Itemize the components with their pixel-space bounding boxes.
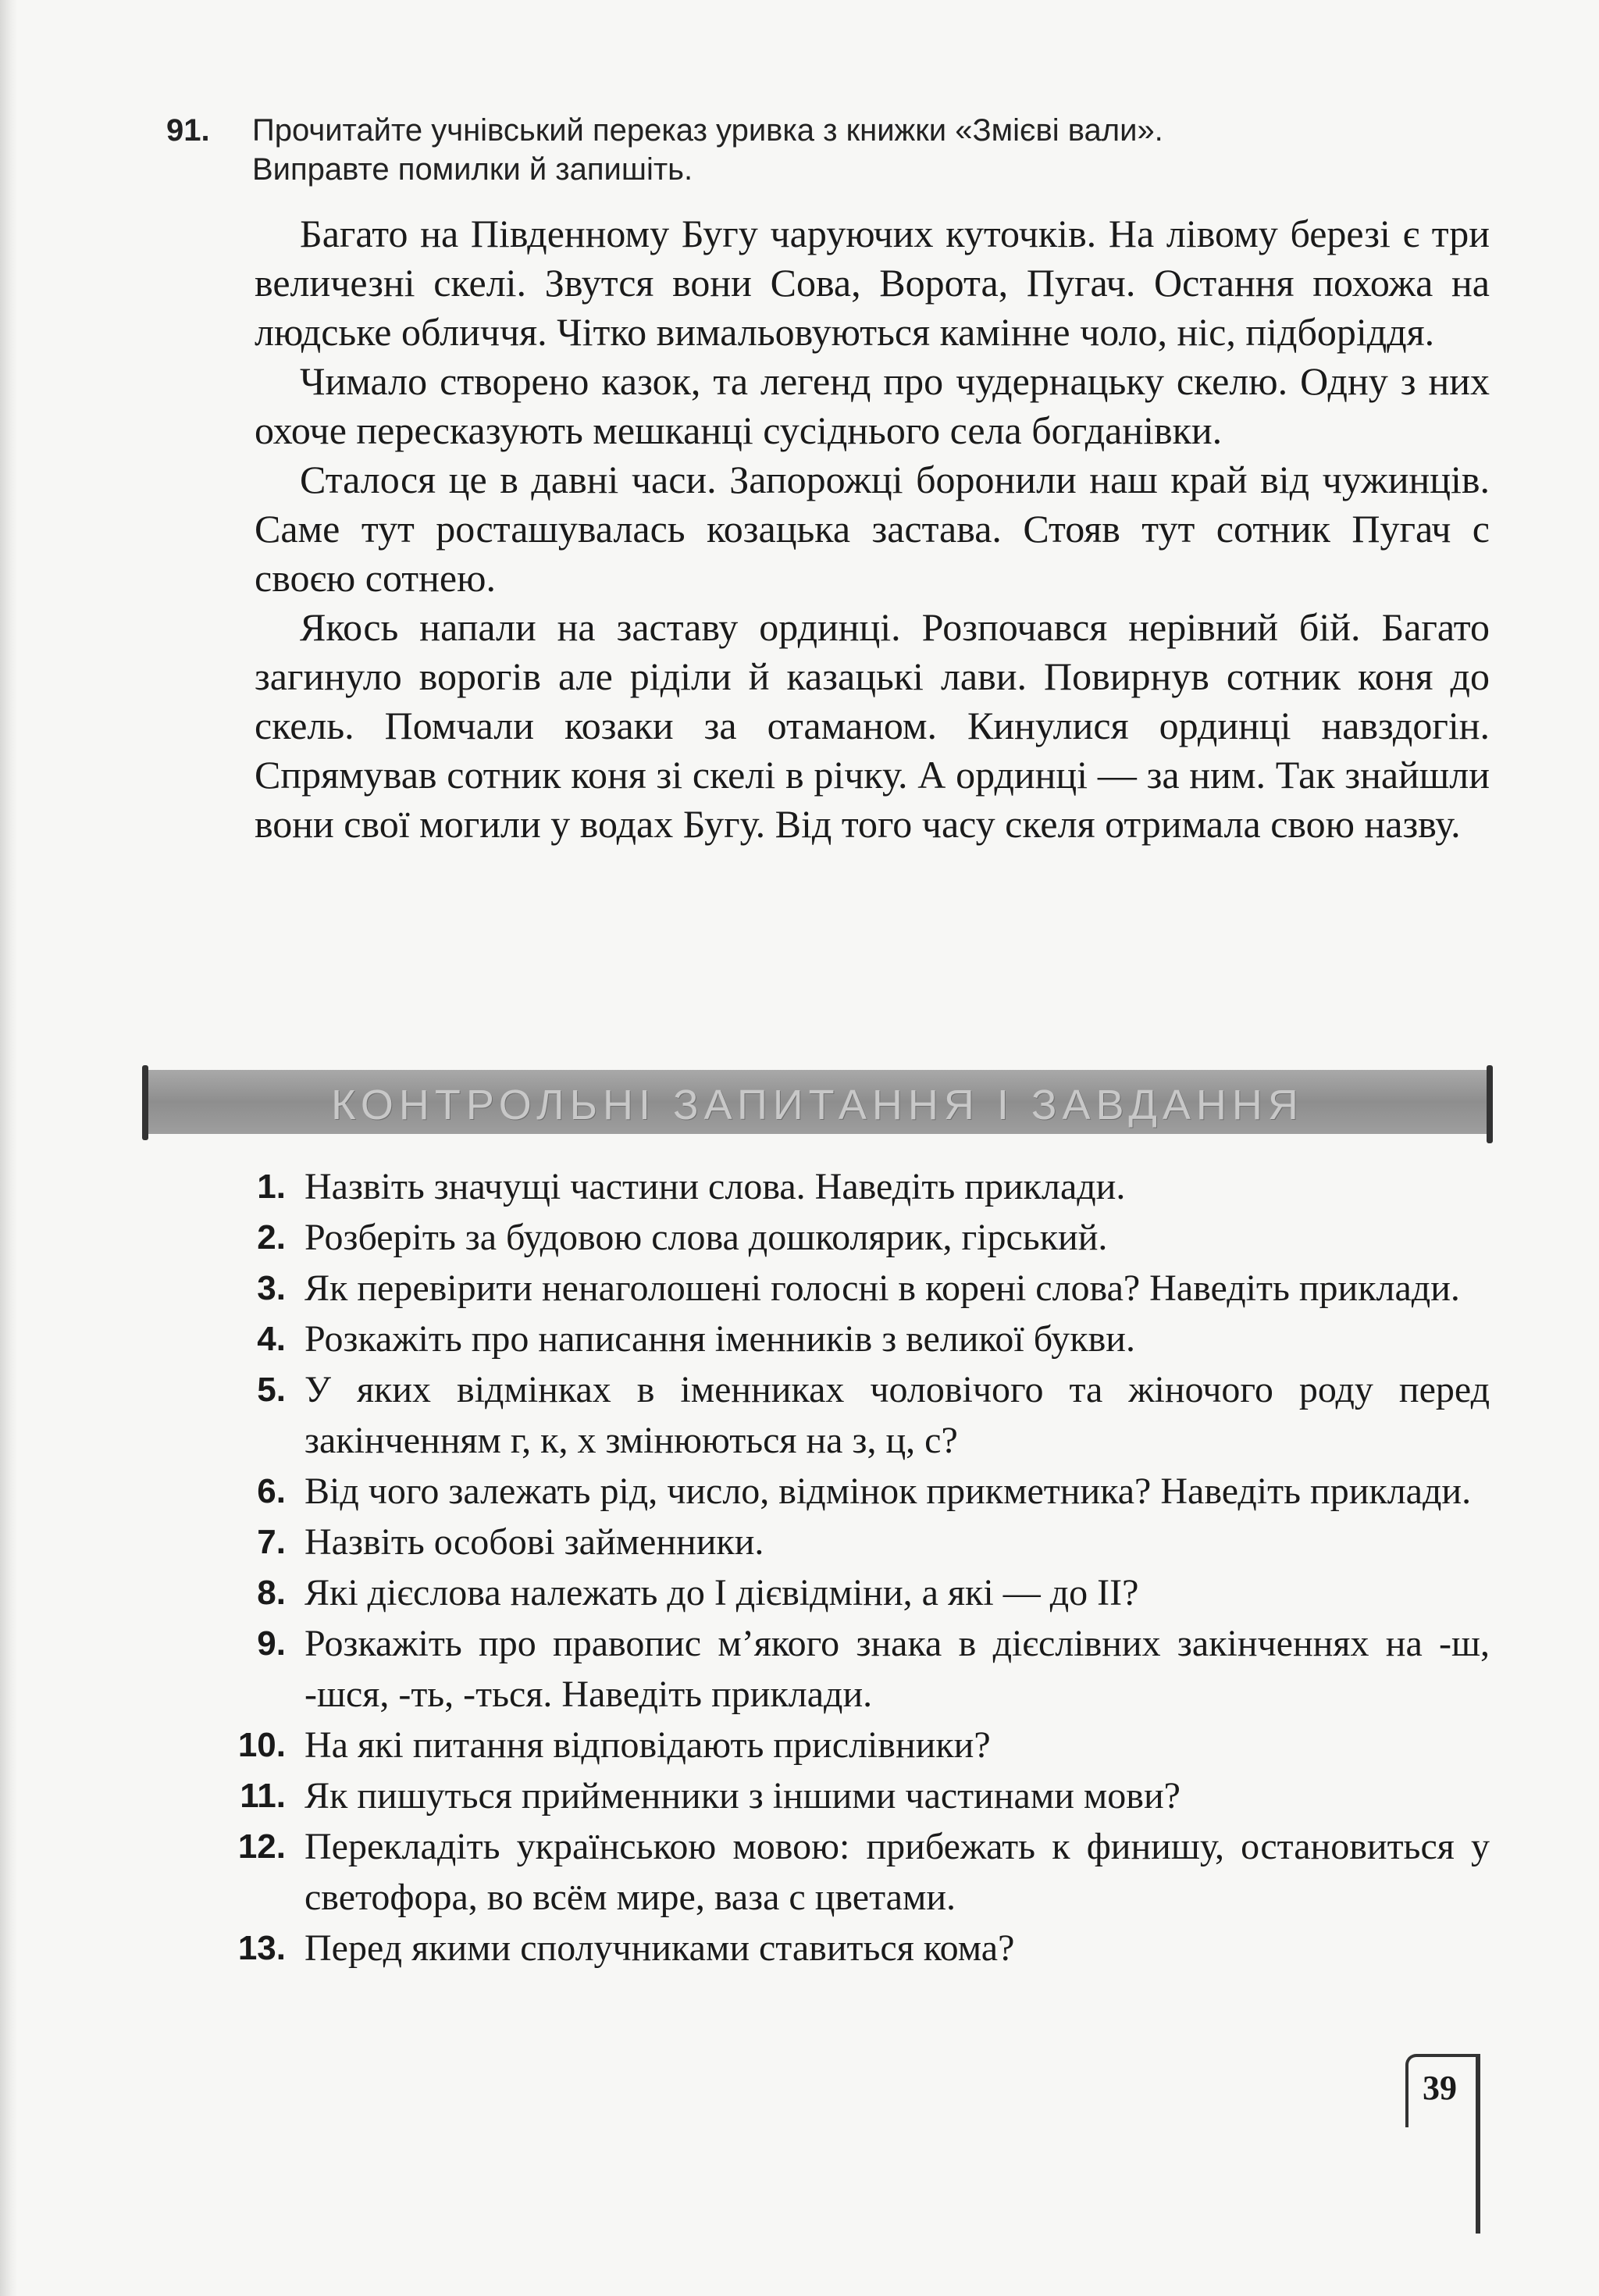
question-item	[223, 1517, 1490, 1567]
questions-list	[223, 1161, 1490, 1973]
question-item	[223, 1212, 1490, 1263]
question-item	[223, 1567, 1490, 1618]
question-text: На які питання відповідають прислівники?	[304, 1724, 991, 1766]
question-number: 2.	[257, 1218, 286, 1257]
question-item	[223, 1314, 1490, 1364]
question-number: 4.	[257, 1320, 286, 1358]
question-number: 9.	[257, 1624, 286, 1663]
question-text: У яких відмінках в іменниках чоловічого та жіночого роду перед закінченням г, к, х змінюються на з, ц, с?	[304, 1369, 1490, 1461]
question-number: 13.	[237, 1929, 286, 1967]
question-item	[223, 1821, 1490, 1923]
question-item	[223, 1923, 1490, 1973]
question-text: Розкажіть про написання іменників з великої букви.	[304, 1318, 1135, 1360]
question-text: Назвіть особові займенники.	[304, 1521, 764, 1563]
question-number: 11.	[240, 1777, 286, 1815]
question-number: 3.	[257, 1269, 286, 1307]
section-banner	[145, 1070, 1490, 1134]
question-text: Від чого залежать рід, число, відмінок прикметника? Наведіть приклади.	[304, 1471, 1472, 1512]
question-text: Як пишуться прийменники з іншими частинами мови?	[304, 1775, 1181, 1816]
question-number: 12.	[237, 1827, 286, 1866]
question-text: Розкажіть про правопис м’якого знака в дієслівних закінченнях на -ш, -шся, -ть, -ться. Наведіть приклади.	[304, 1623, 1490, 1715]
story-paragraph: Чимало створено казок, та легенд про чудернацьку скелю. Одну з них охоче пересказують мешканці сусіднього села богданівки.	[255, 359, 1490, 452]
exercise-number: 91.	[166, 113, 210, 148]
question-item	[223, 1720, 1490, 1770]
exercise-instruction-line1: Прочитайте учнівський переказ уривка з книжки «Змієві вали».	[252, 113, 1163, 148]
question-item	[223, 1161, 1490, 1212]
page-tab-line	[1476, 2054, 1480, 2234]
page-edge	[0, 0, 17, 2296]
question-number: 10.	[237, 1726, 286, 1764]
question-item	[223, 1364, 1490, 1466]
question-number: 1.	[257, 1168, 286, 1206]
question-number: 5.	[257, 1371, 286, 1409]
question-text: Розберіть за будовою слова дошколярик, гірський.	[304, 1217, 1108, 1258]
exercise-instruction-line2: Виправте помилки й запишіть.	[252, 152, 693, 187]
question-text: Назвіть значущі частини слова. Наведіть приклади.	[304, 1166, 1126, 1207]
question-text: Як перевірити ненаголошені голосні в корені слова? Наведіть приклади.	[304, 1267, 1460, 1309]
story-paragraph: Багато на Південному Бугу чаруючих куточків. На лівому березі є три величезні скелі. Звутся вони Сова, Ворота, Пугач. Остання похожа на людське обличчя. Чітко вимальовуються камінне чоло, ніс, підборіддя.	[255, 212, 1490, 354]
question-text: Перекладіть українською мовою: прибежать к финишу, остановиться у светофора, во всём мире, ваза с цветами.	[304, 1826, 1490, 1918]
question-item	[223, 1770, 1490, 1821]
question-text: Перед якими сполучниками ставиться кома?	[304, 1927, 1015, 1969]
question-number: 8.	[257, 1574, 286, 1612]
exercise-91	[168, 111, 1487, 189]
question-number: 6.	[257, 1472, 286, 1510]
question-item	[223, 1466, 1490, 1517]
question-item	[223, 1263, 1490, 1314]
page-number: 39	[1423, 2069, 1457, 2107]
section-title: КОНТРОЛЬНІ ЗАПИТАННЯ І ЗАВДАННЯ	[331, 1082, 1304, 1128]
story-paragraph: Сталося це в давні часи. Запорожці боронили наш край від чужинців. Саме тут росташувалась козацька застава. Стояв тут сотник Пугач с своєю сотнею.	[255, 458, 1490, 600]
story-paragraph: Якось напали на заставу ординці. Розпочався нерівний бій. Багато загинуло ворогів але ріділи й казацькі лави. Повирнув сотник коня до скель. Помчали козаки за отаманом. Кинулися ординці навздогін. Спрямував сотник коня зі скелі в річку. А ординці — за ним. Так знайшли вони свої могили у водах Бугу. Від того часу скеля отримала свою назву.	[255, 605, 1490, 846]
question-item	[223, 1618, 1490, 1720]
story-text	[255, 209, 1490, 849]
question-text: Які дієслова належать до I дієвідміни, а які — до II?	[304, 1572, 1139, 1613]
question-number: 7.	[257, 1523, 286, 1561]
